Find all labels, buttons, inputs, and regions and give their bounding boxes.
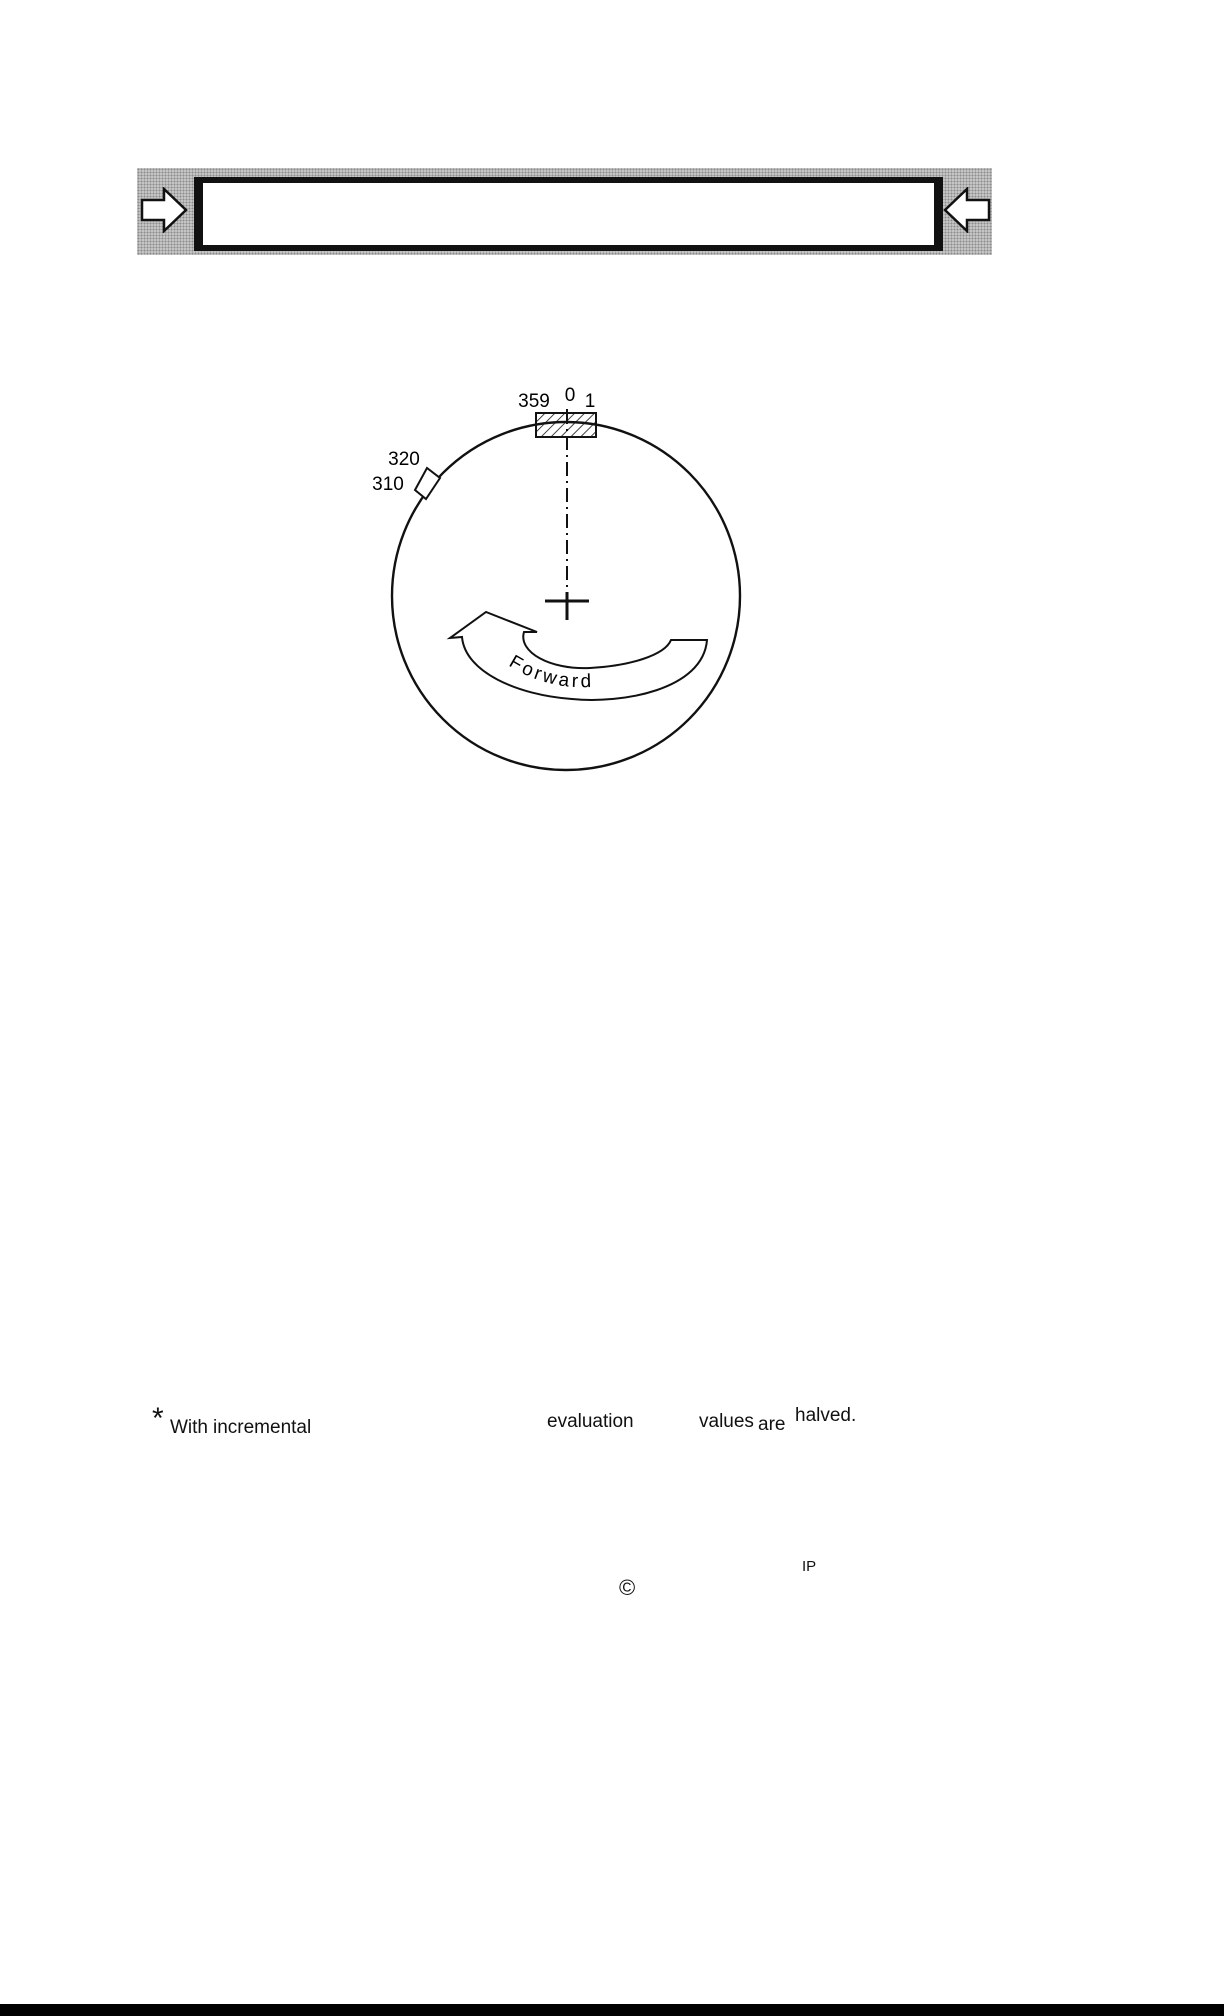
right-arrow-icon — [140, 187, 190, 233]
ip-mark: IP — [802, 1558, 817, 1575]
footnote-word: incremental — [213, 1417, 312, 1438]
forward-label: Forward — [505, 651, 595, 693]
tick-label-359: 359 — [518, 391, 550, 412]
tick-label-1: 1 — [584, 391, 596, 412]
footnote-word: With — [170, 1417, 208, 1438]
footnote-word: evaluation — [547, 1411, 634, 1432]
copyright-symbol: © — [619, 1575, 636, 1600]
banner-title-box — [194, 177, 943, 251]
footnote-word: are — [758, 1414, 786, 1435]
heading-marker — [415, 468, 440, 499]
left-arrow-icon — [941, 187, 991, 233]
footnote-asterisk: * — [152, 1402, 164, 1435]
tick-label-0: 0 — [564, 385, 576, 406]
marker-label-320: 320 — [388, 449, 420, 470]
footnote-word: halved. — [795, 1405, 857, 1426]
marker-label-310: 310 — [372, 474, 404, 495]
footnote-word: values — [699, 1411, 754, 1432]
bottom-rule — [0, 2004, 1224, 2016]
header-banner — [137, 168, 992, 255]
heading-dial-diagram — [360, 360, 760, 780]
